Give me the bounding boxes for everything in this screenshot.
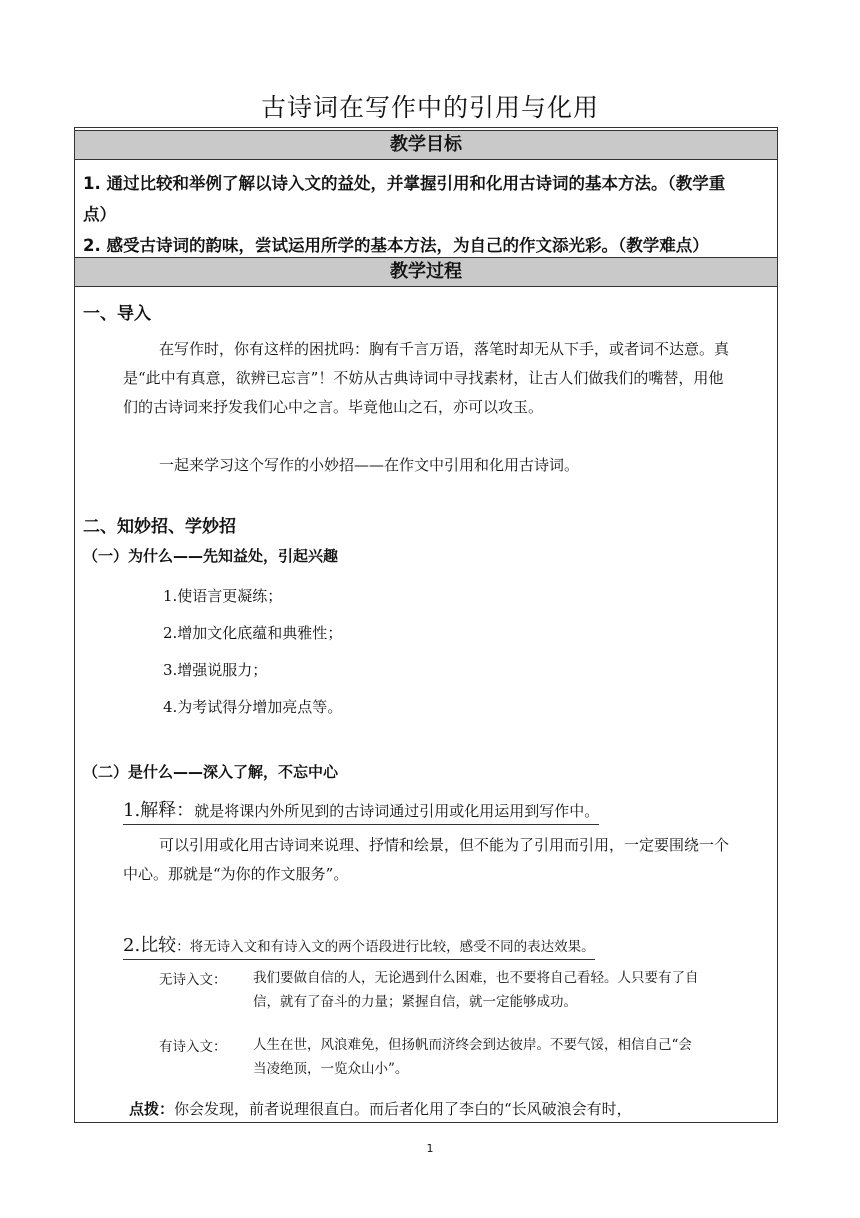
- list-item: 4.为考试得分增加亮点等。: [163, 698, 343, 716]
- compare-label: 比较: [140, 935, 177, 956]
- goal-1-line-2: 点）: [83, 205, 116, 224]
- subsection-what: （二）是什么——深入了解，不忘中心: [83, 763, 339, 781]
- explain-number: 1.: [123, 800, 141, 821]
- compare-number: 2.: [123, 935, 141, 956]
- no-poem-label: 无诗入文：: [159, 972, 227, 988]
- intro-paragraph: 在写作时，你有这样的困扰吗：胸有千言万语，落笔时却无从下手，或者词不达意。真是“此中有真意，欲辨已忘言”！不妨从古典诗词中寻找素材，让古人们做我们的嘴替，用他们的古诗词来抒发我们心中之言。毕竟他山之石，亦可以攻玉。: [123, 340, 730, 416]
- no-poem-text: 我们要做自信的人，无论遇到什么困难，也不要将自己看轻。人只要有了自信，就有了奋斗的力量；紧握自信，就一定能够成功。: [253, 970, 699, 1010]
- explain-label: 解释：: [140, 800, 195, 821]
- tip-text: 你会发现，前者说理很直白。而后者化用了李白的“长风破浪会有时，: [174, 1100, 632, 1118]
- explain-heading: [123, 796, 599, 825]
- tip-line: [129, 1098, 632, 1119]
- lesson-table: [74, 127, 778, 1123]
- with-poem-text: 人生在世，风浪难免，但扬帆而济终会到达彼岸。不要气馁，相信自己“会当凌绝顶，一览众山小”。: [253, 1037, 692, 1077]
- list-item: 2.增加文化底蕴和典雅性；: [163, 624, 343, 642]
- goal-1-line-1: 1. 通过比较和举例了解以诗入文的益处，并掌握引用和化用古诗词的基本方法。（教学重: [83, 174, 726, 193]
- section-header-goals: 教学目标: [75, 130, 777, 160]
- compare-heading: [123, 931, 595, 960]
- part1-heading: 一、导入: [83, 304, 151, 324]
- section-header-process: 教学过程: [75, 257, 777, 287]
- goal-2: 2. 感受古诗词的韵味，尝试运用所学的基本方法，为自己的作文添光彩。（教学难点）: [83, 236, 709, 255]
- subsection-why: （一）为什么——先知益处，引起兴趣: [83, 547, 339, 565]
- list-item: 3.增强说服力；: [163, 661, 268, 679]
- explain-paragraph: 可以引用或化用古诗词来说理、抒情和绘景，但不能为了引用而引用，一定要围绕一个中心。那就是“为你的作文服务”。: [123, 836, 730, 883]
- tip-label: 点拨：: [129, 1100, 175, 1118]
- part2-heading: 二、知妙招、学妙招: [83, 517, 236, 537]
- explain-text: 就是将课内外所见到的古诗词通过引用或化用运用到写作中。: [194, 802, 600, 820]
- page-title: 古诗词在写作中的引用与化用: [260, 93, 599, 122]
- list-item: 1.使语言更凝练；: [163, 587, 283, 605]
- with-poem-label: 有诗入文：: [159, 1039, 227, 1055]
- intro-paragraph-2: 一起来学习这个写作的小妙招——在作文中引用和化用古诗词。: [159, 456, 580, 474]
- page-number: 1: [426, 1142, 434, 1155]
- compare-text: ：将无诗入文和有诗入文的两个语段进行比较，感受不同的表达效果。: [176, 939, 595, 955]
